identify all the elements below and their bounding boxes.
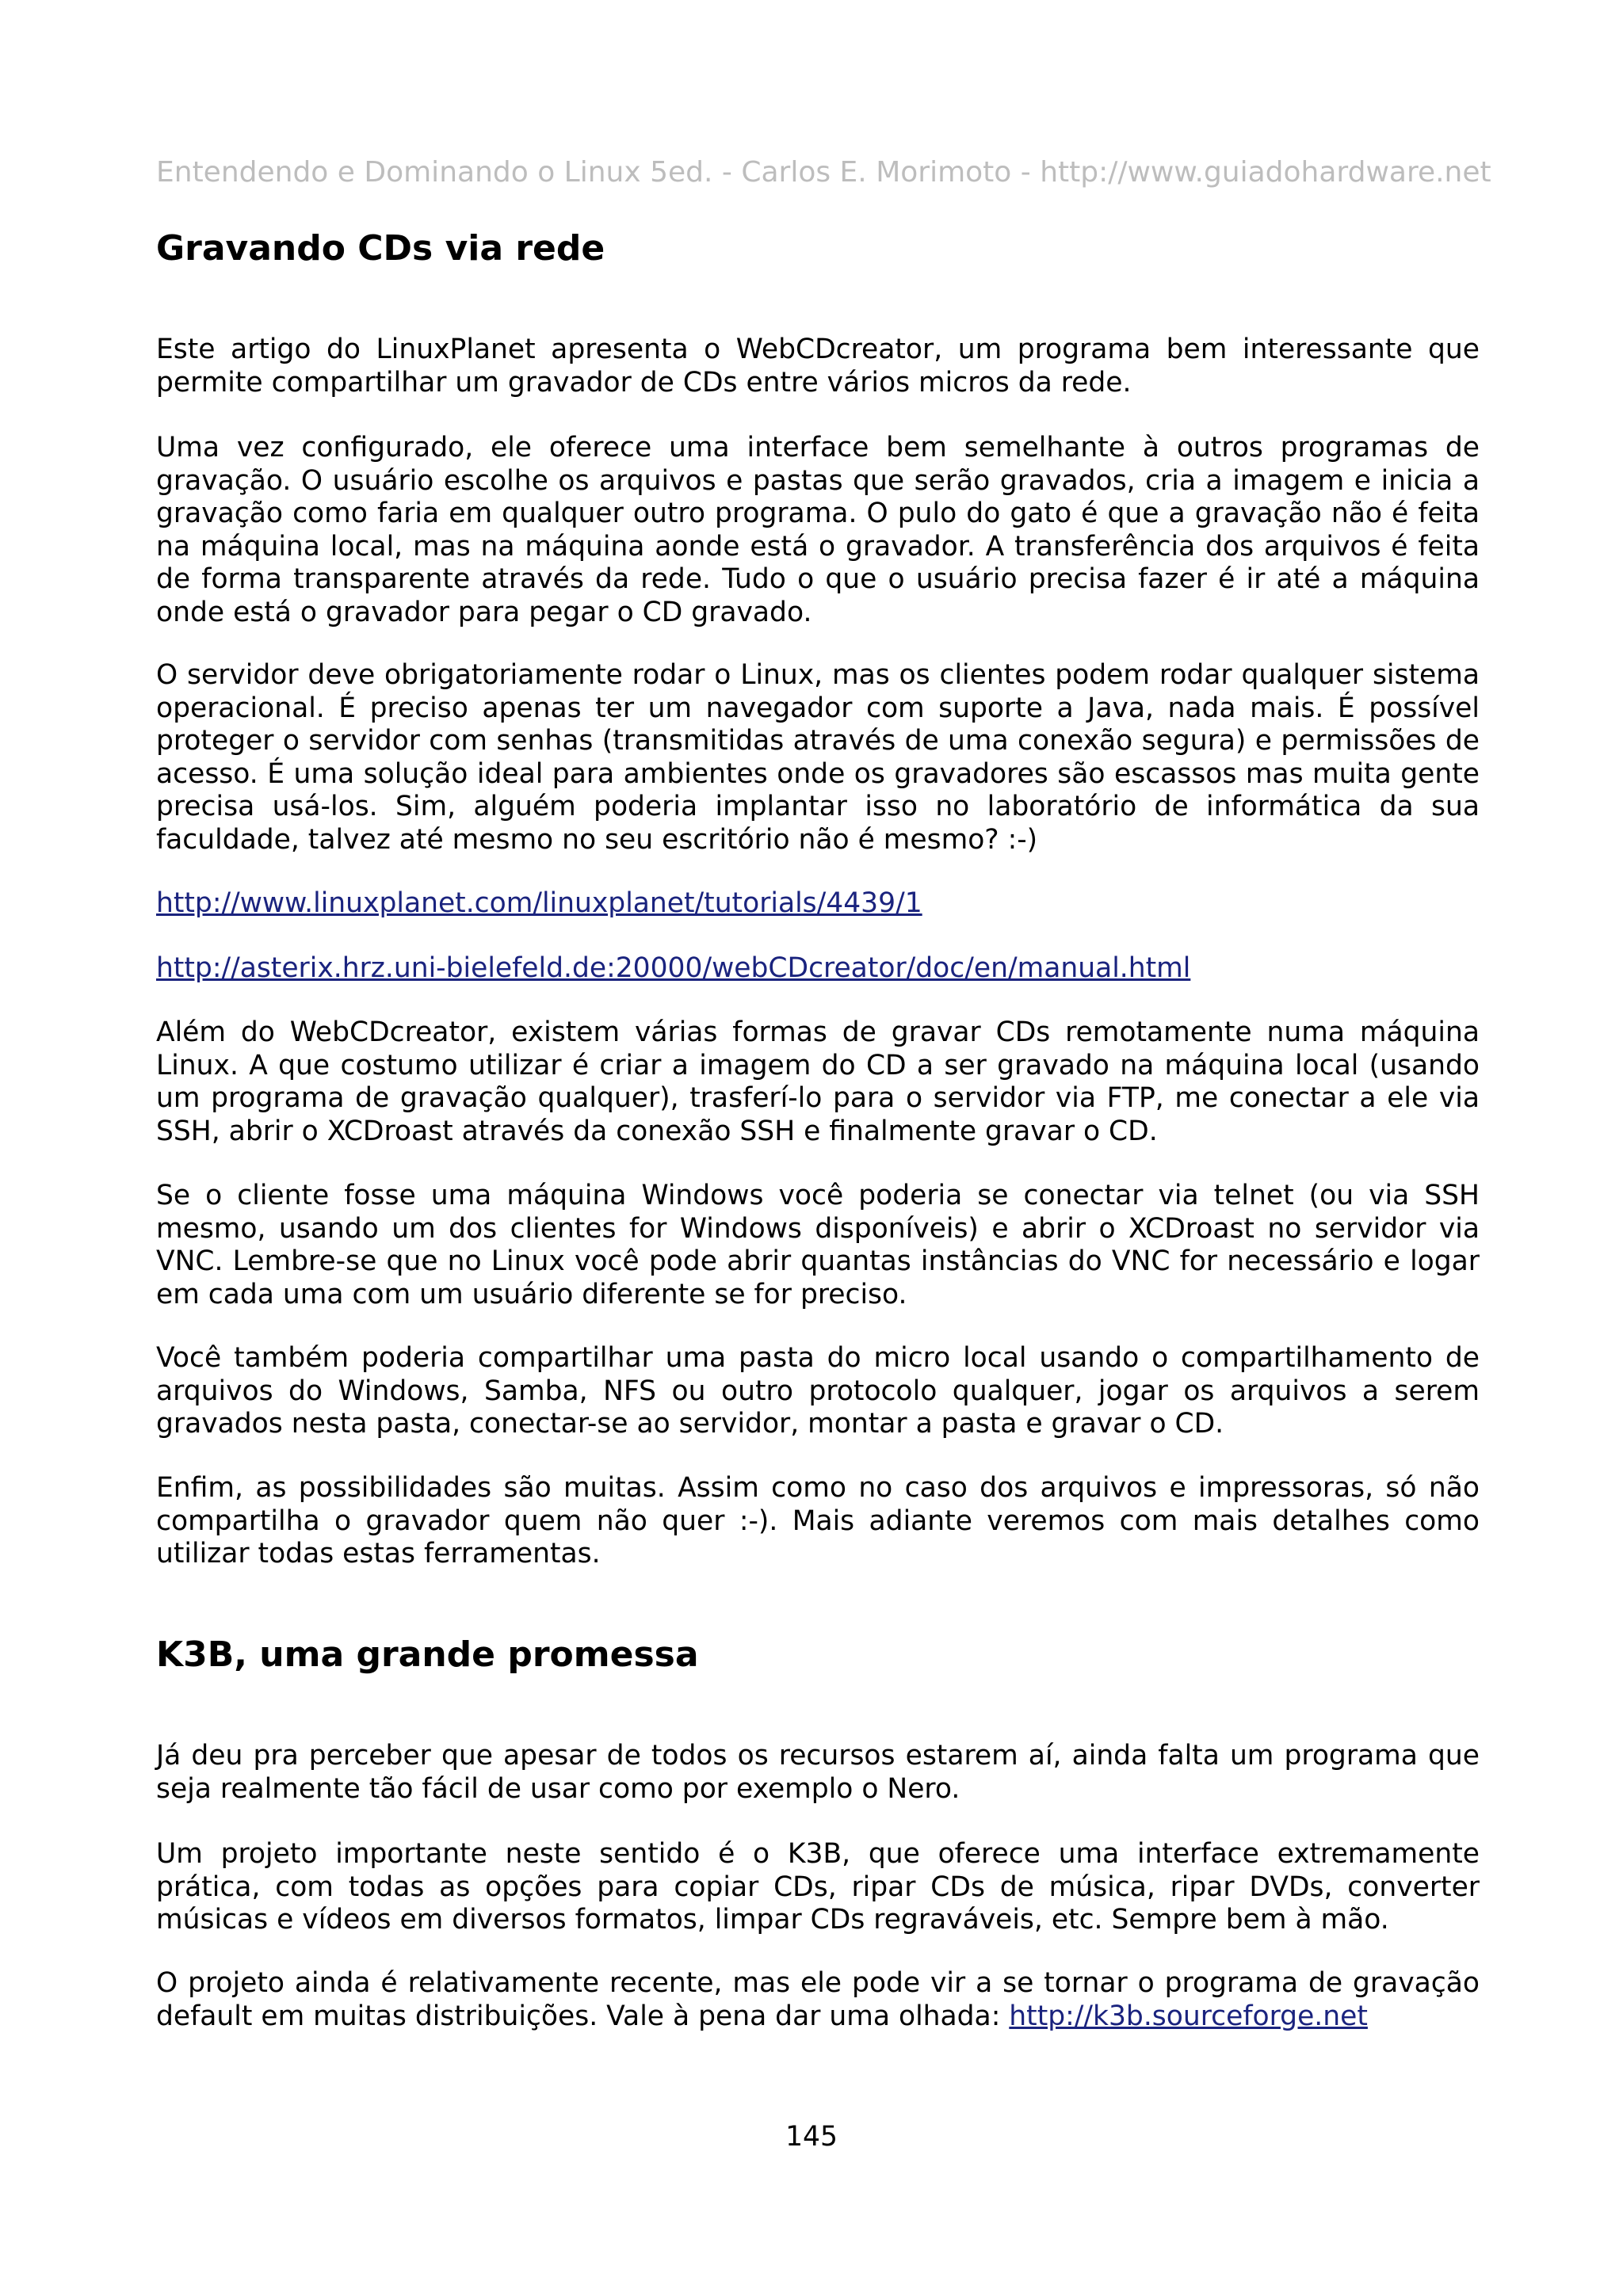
running-header: Entendendo e Dominando o Linux 5ed. - Carlos E. Morimoto - http://www.guiadohardware.net <box>156 156 1491 189</box>
paragraph-k3b-project <box>156 1967 1480 2033</box>
page-number: 145 <box>785 2121 838 2153</box>
link-linuxplanet[interactable]: http://www.linuxplanet.com/linuxplanet/tutorials/4439/1 <box>156 887 922 919</box>
paragraph-alternatives: Além do WebCDcreator, existem várias formas de gravar CDs remotamente numa máquina Linux. A que costumo utilizar é criar a imagem do CD a ser gravado na máquina local (usando um programa de gravação qualquer), trasferí-lo para o servidor via FTP, me conectar a ele via SSH, abrir o XCDroast através da conexão SSH e finalmente gravar o CD. <box>156 1016 1480 1147</box>
paragraph-conclusion: Enfim, as possibilidades são muitas. Assim como no caso dos arquivos e impressoras, só não compartilha o gravador quem não quer :-). Mais adiante veremos com mais detalhes como utilizar todas estas ferramentas. <box>156 1472 1480 1569</box>
section-title-k3b: K3B, uma grande promessa <box>156 1634 699 1675</box>
paragraph-windows-client: Se o cliente fosse uma máquina Windows você poderia se conectar via telnet (ou via SSH mesmo, usando um dos clientes for Windows disponíveis) e abrir o XCDroast no servidor via VNC. Lembre-se que no Linux você pode abrir quantas instâncias do VNC for necessário e logar em cada uma com um usuário diferente se for preciso. <box>156 1180 1480 1310</box>
paragraph-server: O servidor deve obrigatoriamente rodar o Linux, mas os clientes podem rodar qualquer sistema operacional. É preciso apenas ter um navegador com suporte a Java, nada mais. É possível proteger o servidor com senhas (transmitidas através de uma conexão segura) e permissões de acesso. É uma solução ideal para ambientes onde os gravadores são escassos mas muita gente precisa usá-los. Sim, alguém poderia implantar isso no laboratório de informática da sua faculdade, talvez até mesmo no seu escritório não é mesmo? :-) <box>156 659 1480 856</box>
paragraph-k3b-project-text: O projeto ainda é relativamente recente, mas ele pode vir a se tornar o programa de gravação default em muitas distribuições. Vale à pena dar uma olhada: <box>156 1967 1480 2032</box>
section-title-gravando-cds: Gravando CDs via rede <box>156 228 605 269</box>
link-line-linuxplanet <box>156 887 922 921</box>
paragraph-shared-folder: Você também poderia compartilhar uma pasta do micro local usando o compartilhamento de arquivos do Windows, Samba, NFS ou outro protocolo qualquer, jogar os arquivos a serem gravados nesta pasta, conectar-se ao servidor, montar a pasta e gravar o CD. <box>156 1342 1480 1440</box>
link-k3b-sourceforge[interactable]: http://k3b.sourceforge.net <box>1009 2000 1368 2032</box>
paragraph-intro: Este artigo do LinuxPlanet apresenta o WebCDcreator, um programa bem interessante que permite compartilhar um gravador de CDs entre vários micros da rede. <box>156 334 1480 399</box>
paragraph-k3b-features: Um projeto importante neste sentido é o K3B, que oferece uma interface extremamente prática, com todas as opções para copiar CDs, ripar CDs de música, ripar DVDs, converter músicas e vídeos em diversos formatos, limpar CDs regraváveis, etc. Sempre bem à mão. <box>156 1838 1480 1936</box>
link-webcdcreator-manual[interactable]: http://asterix.hrz.uni-bielefeld.de:20000/webCDcreator/doc/en/manual.html <box>156 952 1191 984</box>
paragraph-k3b-intro: Já deu pra perceber que apesar de todos os recursos estarem aí, ainda falta um programa que seja realmente tão fácil de usar como por exemplo o Nero. <box>156 1740 1480 1805</box>
paragraph-configuration: Uma vez configurado, ele oferece uma interface bem semelhante à outros programas de gravação. O usuário escolhe os arquivos e pastas que serão gravados, cria a imagem e inicia a gravação como faria em qualquer outro programa. O pulo do gato é que a gravação não é feita na máquina local, mas na máquina aonde está o gravador. A transferência dos arquivos é feita de forma transparente através da rede. Tudo o que o usuário precisa fazer é ir até a máquina onde está o gravador para pegar o CD gravado. <box>156 432 1480 628</box>
link-line-webcdcreator-manual <box>156 952 1190 986</box>
